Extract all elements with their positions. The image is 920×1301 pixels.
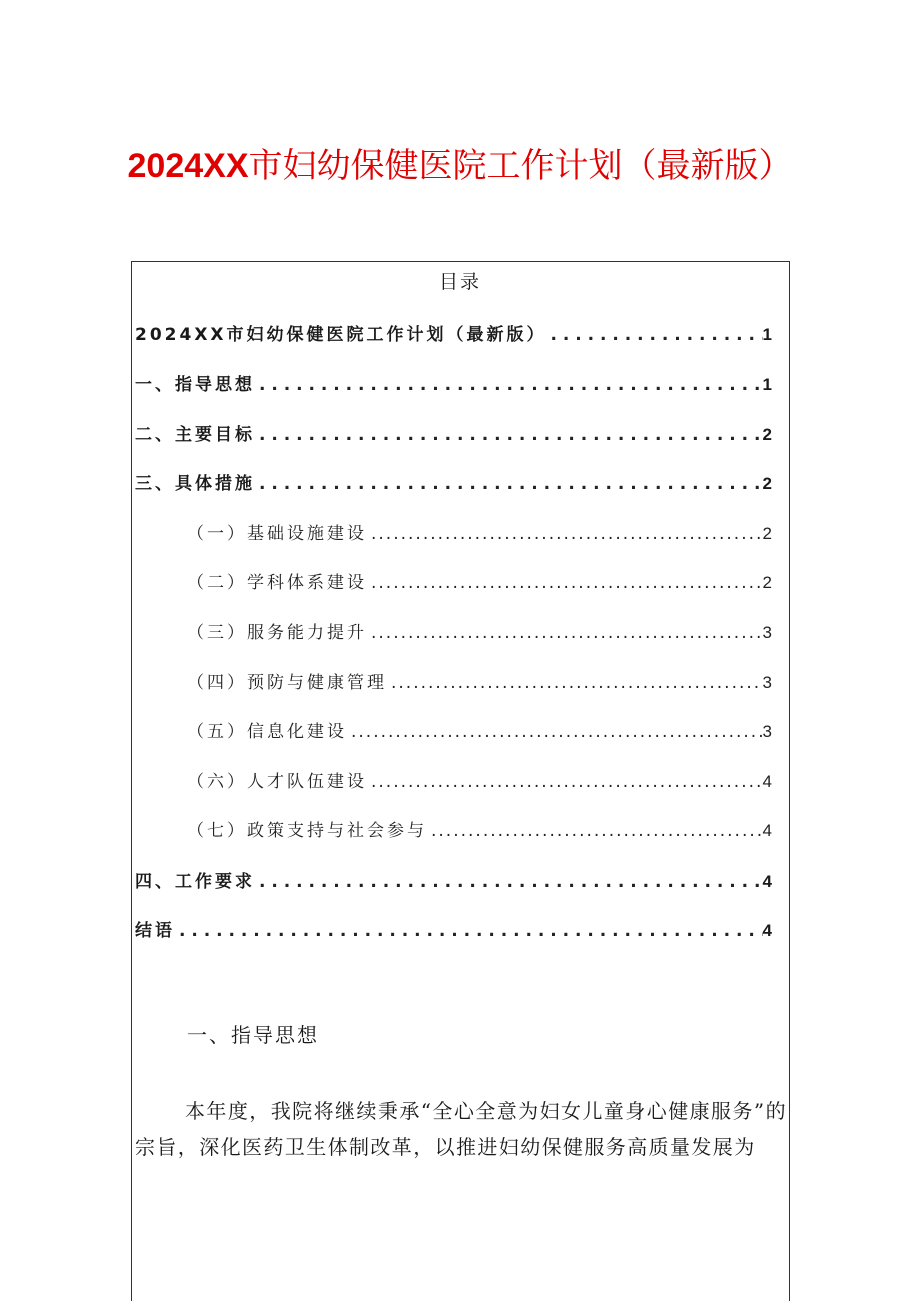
toc-leader [255,867,763,897]
toc-page-number: 4 [762,872,772,891]
toc-leader [255,420,763,450]
toc-page-number: 4 [762,921,772,940]
title-year: 2024XX [127,147,249,185]
document-title [0,140,920,192]
toc-entry[interactable] [135,370,772,400]
toc-page-number: 3 [762,673,772,692]
toc-entry-label: （二）学科体系建设 [187,573,367,593]
toc-page-number: 2 [762,425,772,444]
toc-heading: 目录 [438,271,481,293]
toc-leader [387,668,763,698]
toc-entry-label: 三、具体措施 [135,474,255,494]
toc-page-number: 4 [762,772,772,791]
toc-leader [427,816,763,846]
toc-entry[interactable] [187,767,772,797]
toc-leader [347,717,763,747]
toc-leader [255,469,763,499]
toc-entry-label: 二、主要目标 [135,425,255,445]
toc-page-number: 1 [762,325,772,344]
toc-entry-label: （五）信息化建设 [187,722,347,742]
toc-page-number: 2 [762,524,772,543]
section-heading: 一、指导思想 [187,1023,319,1047]
toc-entry[interactable] [187,717,772,747]
toc-leader [547,320,763,350]
toc-page-number: 2 [762,474,772,493]
toc-entry[interactable] [135,420,772,450]
toc-leader [367,618,763,648]
toc-entry-label: （一）基础设施建设 [187,524,367,544]
toc-entry-label: 结语 [135,921,175,941]
toc-leader [175,916,763,946]
toc-entry-label: （四）预防与健康管理 [187,673,387,693]
toc-leader [367,519,763,549]
toc-entry[interactable] [135,469,772,499]
body-paragraph: 本年度，我院将继续秉承“全心全意为妇女儿童身心健康服务”的宗旨，深化医药卫生体制改革，以推进妇幼保健服务高质量发展为 [135,1099,787,1159]
toc-page-number: 2 [762,573,772,592]
toc-entry[interactable] [187,816,772,846]
toc-entry[interactable] [187,568,772,598]
toc-leader [367,568,763,598]
toc-entry[interactable] [135,916,772,946]
toc-page-number: 4 [762,821,772,840]
toc-entry[interactable] [187,519,772,549]
toc-entry[interactable] [187,668,772,698]
toc-entry-label: 2024XX市妇幼保健医院工作计划（最新版） [135,325,547,345]
toc-entry-label: 四、工作要求 [135,872,255,892]
toc-page-number: 3 [762,722,772,741]
toc-page-number: 1 [762,375,772,394]
toc-leader [255,370,763,400]
toc-entry[interactable] [135,867,772,897]
toc-entry-label: （七）政策支持与社会参与 [187,821,427,841]
toc-entry[interactable] [135,320,772,350]
toc-page-number: 3 [762,623,772,642]
toc-leader [367,767,763,797]
toc-entry-label: （六）人才队伍建设 [187,772,367,792]
toc-entry[interactable] [187,618,772,648]
title-text: 市妇幼保健医院工作计划（最新版） [248,146,793,186]
toc-entry-label: 一、指导思想 [135,375,255,395]
toc-entry-label: （三）服务能力提升 [187,623,367,643]
